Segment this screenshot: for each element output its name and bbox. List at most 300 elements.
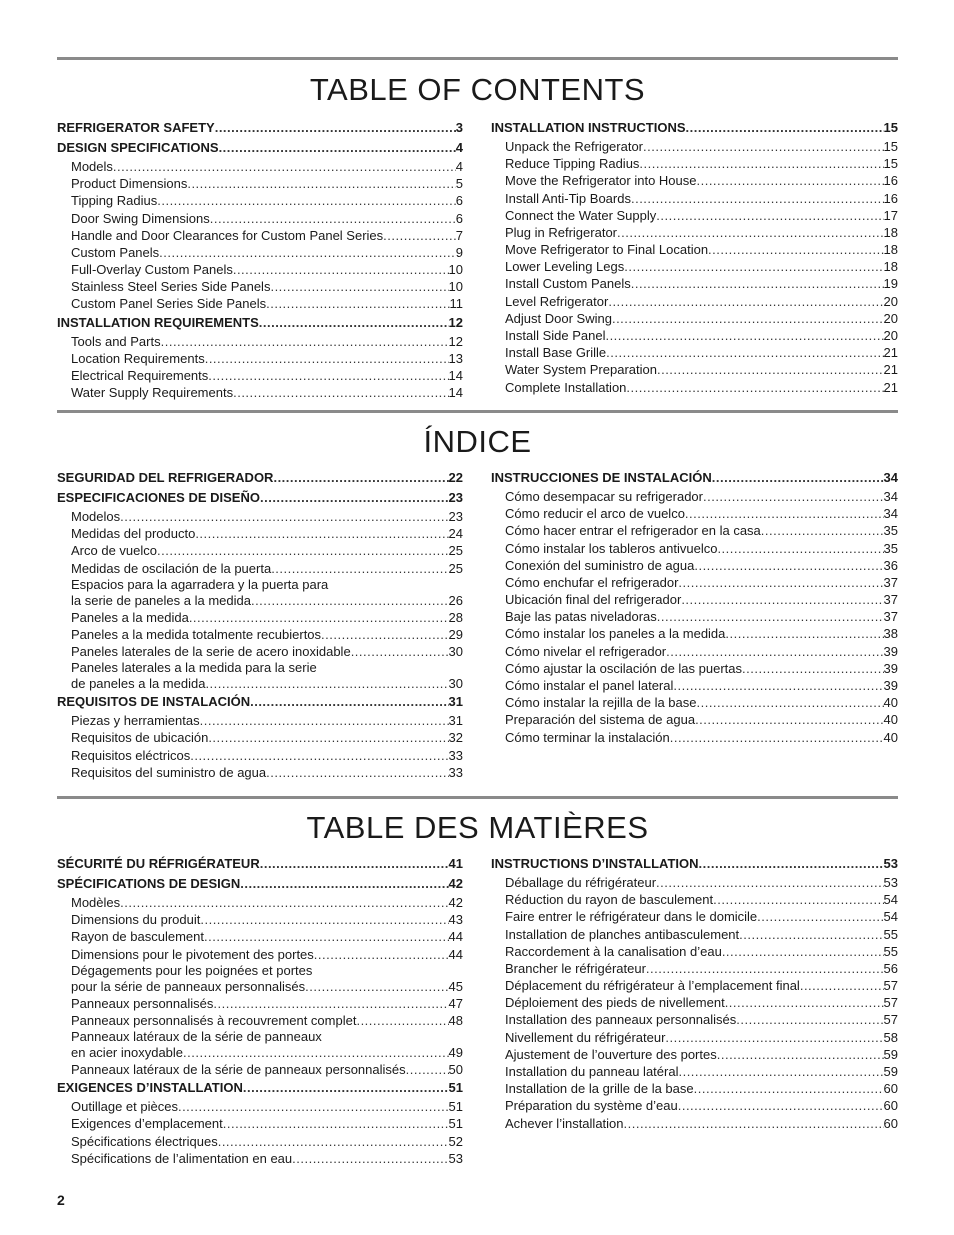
toc-page-number: 15 — [883, 120, 898, 135]
toc-page-number: 19 — [883, 276, 898, 292]
toc-entry[interactable] — [491, 557, 898, 574]
toc-page-number: 37 — [883, 592, 898, 608]
toc-entry-title: Baje las patas niveladoras — [505, 609, 657, 625]
toc-entry[interactable] — [57, 525, 463, 542]
toc-entry-title: Préparation du système d’eau — [505, 1098, 678, 1114]
toc-entry-title: Connect the Water Supply — [505, 207, 657, 223]
toc-leader-dots — [725, 626, 883, 643]
toc-entry[interactable] — [57, 367, 463, 384]
toc-entry[interactable] — [491, 207, 898, 224]
toc-leader-dots — [742, 660, 884, 677]
toc-entry[interactable] — [57, 928, 463, 945]
toc-entry[interactable] — [57, 1061, 463, 1078]
toc-heading-entry[interactable] — [57, 138, 463, 158]
toc-leader-dots — [157, 192, 456, 209]
toc-leader-dots — [646, 960, 884, 977]
toc-entry-title: Door Swing Dimensions — [71, 210, 210, 226]
toc-leader-dots — [208, 367, 448, 384]
toc-entry[interactable] — [491, 327, 898, 344]
toc-entry[interactable] — [57, 227, 463, 244]
toc-leader-dots — [183, 1045, 449, 1061]
toc-entry-title: Déballage du réfrigérateur — [505, 874, 657, 890]
toc-page-number: 34 — [883, 506, 898, 522]
toc-entry[interactable] — [491, 908, 898, 925]
toc-page-number: 48 — [448, 1012, 463, 1028]
toc-leader-dots — [608, 293, 883, 310]
toc-page-number: 16 — [883, 190, 898, 206]
toc-entry[interactable] — [57, 946, 463, 963]
toc-page-number: 59 — [883, 1064, 898, 1080]
toc-page-number: 21 — [883, 379, 898, 395]
toc-leader-dots — [204, 928, 449, 945]
toc-page-number: 39 — [883, 660, 898, 676]
toc-entry-title: Install Anti-Tip Boards — [505, 190, 631, 206]
toc-entry[interactable] — [491, 994, 898, 1011]
toc-left-column — [57, 118, 463, 401]
toc-entry[interactable] — [57, 508, 463, 525]
toc-entry[interactable] — [491, 977, 898, 994]
toc-entry[interactable] — [491, 1080, 898, 1097]
toc-entry[interactable] — [491, 729, 898, 746]
toc-leader-dots — [210, 210, 456, 227]
toc-leader-dots — [761, 522, 884, 539]
toc-entry[interactable] — [57, 660, 463, 692]
toc-page-number: 29 — [448, 626, 463, 642]
toc-entry-title: INSTRUCCIONES DE INSTALACIÓN — [491, 470, 712, 485]
toc-entry-title: Rayon de basculement — [71, 929, 204, 945]
toc-entry[interactable] — [491, 310, 898, 327]
toc-leader-dots — [643, 138, 884, 155]
toc-entry[interactable] — [491, 574, 898, 591]
toc-entry-title: Conexión del suministro de agua — [505, 557, 695, 573]
toc-leader-dots — [314, 946, 449, 963]
toc-page-number: 51 — [448, 1080, 463, 1096]
toc-entry[interactable] — [491, 1012, 898, 1029]
toc-leader-dots — [617, 224, 884, 241]
toc-entry[interactable] — [57, 963, 463, 995]
toc-page-number: 35 — [883, 523, 898, 539]
toc-entry[interactable] — [491, 138, 898, 155]
toc-leader-dots — [686, 118, 884, 138]
toc-entry-title: REFRIGERATOR SAFETY — [57, 120, 215, 135]
toc-leader-dots — [271, 560, 448, 577]
toc-leader-dots — [626, 379, 883, 396]
toc-entry[interactable] — [491, 626, 898, 643]
toc-page-number: 7 — [455, 227, 463, 243]
toc-entry[interactable] — [491, 874, 898, 891]
toc-entry[interactable] — [491, 505, 898, 522]
toc-page-number: 26 — [448, 592, 463, 608]
toc-entry-title: Electrical Requirements — [71, 368, 209, 384]
toc-page-number: 15 — [883, 156, 898, 172]
toc-leader-dots — [223, 1116, 449, 1133]
toc-leader-dots — [292, 1150, 448, 1167]
toc-entry-title: Reduce Tipping Radius — [505, 156, 640, 172]
toc-entry-title: Déplacement du réfrigérateur à l’emplacement final — [505, 978, 800, 994]
toc-leader-dots — [717, 540, 883, 557]
toc-entry-title: Adjust Door Swing — [505, 310, 612, 326]
toc-leader-dots — [251, 593, 449, 609]
toc-heading-entry[interactable] — [57, 118, 463, 138]
toc-entry[interactable] — [491, 1029, 898, 1046]
toc-entry[interactable] — [491, 660, 898, 677]
toc-page-number: 35 — [883, 540, 898, 556]
toc-leader-dots — [157, 542, 449, 559]
toc-entry[interactable] — [57, 333, 463, 350]
toc-entry[interactable] — [57, 995, 463, 1012]
section-title: TABLE OF CONTENTS — [309, 72, 646, 107]
toc-page-number: 42 — [448, 876, 463, 891]
toc-page-number: 12 — [448, 314, 463, 330]
toc-page-number: 60 — [883, 1115, 898, 1131]
toc-leader-dots — [800, 977, 884, 994]
toc-heading-entry[interactable] — [57, 468, 463, 488]
toc-entry[interactable] — [491, 540, 898, 557]
toc-page-number: 59 — [883, 1046, 898, 1062]
toc-entry[interactable] — [57, 747, 463, 764]
toc-entry[interactable] — [491, 155, 898, 172]
toc-leader-dots — [678, 1097, 884, 1114]
toc-leader-dots — [120, 508, 448, 525]
toc-heading-entry[interactable] — [57, 1078, 463, 1098]
toc-page-number: 31 — [448, 713, 463, 729]
toc-entry-title: Full-Overlay Custom Panels — [71, 262, 233, 278]
toc-page-number: 40 — [883, 729, 898, 745]
toc-leader-dots — [240, 874, 448, 894]
toc-leader-dots — [356, 1012, 448, 1029]
toc-leader-dots — [631, 276, 884, 293]
toc-entry[interactable] — [57, 158, 463, 175]
toc-entry[interactable] — [57, 384, 463, 401]
toc-entry[interactable] — [491, 1115, 898, 1132]
toc-leader-dots — [696, 172, 883, 189]
toc-page-number: 56 — [883, 960, 898, 976]
toc-entry-title: Cómo hacer entrar el refrigerador en la casa — [505, 523, 761, 539]
toc-entry-title: Models — [71, 158, 113, 174]
toc-leader-dots — [218, 1133, 449, 1150]
toc-entry-title: Cómo enchufar el refrigerador — [505, 574, 679, 590]
toc-entry-title: Paneles laterales a la medida para la serie — [71, 660, 317, 676]
toc-entry-title: Lower Leveling Legs — [505, 259, 625, 275]
toc-page-number: 15 — [883, 138, 898, 154]
toc-page-number: 23 — [448, 490, 463, 505]
toc-entry-title: Cómo instalar el panel lateral — [505, 678, 674, 694]
toc-entry[interactable] — [491, 190, 898, 207]
toc-heading-entry[interactable] — [57, 488, 463, 508]
toc-entry[interactable] — [491, 926, 898, 943]
toc-entry[interactable] — [57, 1116, 463, 1133]
toc-page-number: 20 — [883, 310, 898, 326]
toc-entry-title: Dimensions du produit — [71, 912, 201, 928]
toc-entry-title-continued: en acier inoxydable — [71, 1045, 184, 1061]
toc-page-number: 23 — [448, 508, 463, 524]
toc-page-number: 50 — [448, 1062, 463, 1078]
toc-entry[interactable] — [57, 894, 463, 911]
toc-page-number: 52 — [448, 1133, 463, 1149]
toc-entry[interactable] — [57, 278, 463, 295]
toc-page-number: 13 — [448, 350, 463, 366]
toc-leader-dots — [113, 158, 456, 175]
toc-entry-title: Level Refrigerator — [505, 293, 609, 309]
toc-entry[interactable] — [491, 677, 898, 694]
toc-leader-dots — [205, 676, 448, 692]
toc-entry[interactable] — [491, 960, 898, 977]
toc-entry[interactable] — [491, 224, 898, 241]
toc-entry[interactable] — [491, 293, 898, 310]
toc-page-number: 41 — [448, 856, 463, 871]
toc-entry[interactable] — [57, 1098, 463, 1115]
toc-page-number: 30 — [448, 644, 463, 660]
toc-page-number: 55 — [883, 926, 898, 942]
toc-page-number: 51 — [448, 1116, 463, 1132]
toc-entry-title: INSTALLATION REQUIREMENTS — [57, 314, 259, 330]
toc-leader-dots — [666, 643, 883, 660]
toc-leader-dots — [259, 313, 449, 333]
toc-entry-title: Panneaux personnalisés à recouvrement complet — [71, 1012, 357, 1028]
toc-entry[interactable] — [57, 609, 463, 626]
toc-entry[interactable] — [491, 891, 898, 908]
toc-entry-title: Installation du panneau latéral — [505, 1064, 679, 1080]
toc-entry-title: Arco de vuelco — [71, 543, 157, 559]
section-title: ÍNDICE — [423, 424, 532, 459]
toc-leader-dots — [606, 344, 883, 361]
toc-page-number: 20 — [883, 328, 898, 344]
toc-entry[interactable] — [57, 261, 463, 278]
toc-page-number: 54 — [883, 909, 898, 925]
toc-entry[interactable] — [57, 911, 463, 928]
toc-section-english — [57, 57, 898, 401]
toc-page-number: 25 — [448, 560, 463, 576]
toc-entry-title: Custom Panel Series Side Panels — [71, 296, 267, 312]
toc-entry-title: Cómo desempacar su refrigerador — [505, 488, 703, 504]
toc-page-number: 4 — [455, 158, 463, 174]
toc-entry-title: Water System Preparation — [505, 362, 657, 378]
toc-entry[interactable] — [491, 241, 898, 258]
toc-page-number: 45 — [448, 978, 463, 994]
toc-leader-dots — [681, 591, 883, 608]
toc-entry[interactable] — [57, 1012, 463, 1029]
toc-entry-title: Handle and Door Clearances for Custom Panel Series — [71, 227, 384, 243]
toc-entry-title: Dimensions pour le pivotement des portes — [71, 946, 314, 962]
toc-entry-title: Medidas de oscilación de la puerta — [71, 560, 272, 576]
toc-entry[interactable] — [57, 712, 463, 729]
toc-leader-dots — [161, 333, 449, 350]
toc-entry[interactable] — [57, 764, 463, 781]
toc-page-number: 36 — [883, 557, 898, 573]
toc-leader-dots — [605, 327, 883, 344]
toc-entry[interactable] — [491, 1063, 898, 1080]
toc-entry[interactable] — [57, 730, 463, 747]
toc-entry-title: Cómo nivelar el refrigerador — [505, 643, 667, 659]
toc-entry-title: Install Side Panel — [505, 328, 606, 344]
toc-entry[interactable] — [491, 1046, 898, 1063]
toc-leader-dots — [708, 241, 883, 258]
toc-leader-dots — [195, 525, 448, 542]
toc-entry-title: Faire entrer le réfrigérateur dans le domicile — [505, 909, 758, 925]
toc-entry-title: Requisitos de ubicación — [71, 730, 209, 746]
toc-entry[interactable] — [57, 626, 463, 643]
toc-entry[interactable] — [491, 522, 898, 539]
toc-entry-title: ESPECIFICACIONES DE DISEÑO — [57, 490, 260, 505]
toc-page-number: 18 — [883, 224, 898, 240]
toc-heading-entry[interactable] — [57, 874, 463, 894]
toc-right-column — [491, 854, 898, 1132]
toc-entry-title: Tools and Parts — [71, 333, 161, 349]
toc-entry[interactable] — [57, 1029, 463, 1061]
toc-leader-dots — [273, 468, 448, 488]
toc-leader-dots — [694, 1080, 884, 1097]
toc-entry[interactable] — [491, 1097, 898, 1114]
toc-entry[interactable] — [491, 344, 898, 361]
toc-entry[interactable] — [491, 943, 898, 960]
toc-leader-dots — [243, 1078, 449, 1098]
toc-entry-title: Piezas y herramientas — [71, 713, 200, 729]
toc-page-number: 11 — [449, 296, 463, 312]
toc-leader-dots — [266, 296, 449, 313]
toc-entry-title-continued: de paneles a la medida — [71, 676, 206, 692]
toc-leader-dots — [406, 1061, 449, 1078]
toc-heading-entry[interactable] — [491, 854, 898, 874]
toc-leader-dots — [200, 712, 449, 729]
toc-leader-dots — [200, 911, 448, 928]
toc-heading-entry[interactable] — [57, 313, 463, 333]
toc-page-number: 39 — [883, 678, 898, 694]
toc-entry[interactable] — [491, 608, 898, 625]
toc-heading-entry[interactable] — [491, 118, 898, 138]
toc-entry[interactable] — [57, 244, 463, 261]
toc-page-number: 57 — [883, 995, 898, 1011]
toc-page-number: 24 — [448, 526, 463, 542]
toc-page-number: 34 — [883, 470, 898, 485]
toc-heading-entry[interactable] — [57, 692, 463, 712]
toc-entry-title: Brancher le réfrigérateur — [505, 960, 646, 976]
toc-leader-dots — [699, 854, 884, 874]
toc-entry-title: Water Supply Requirements — [71, 385, 234, 401]
toc-entry[interactable] — [491, 488, 898, 505]
toc-leader-dots — [656, 207, 883, 224]
toc-entry-title: Medidas del producto — [71, 526, 196, 542]
toc-page-number: 3 — [455, 120, 463, 135]
toc-leader-dots — [215, 118, 456, 138]
toc-entry[interactable] — [491, 694, 898, 711]
toc-entry-title: Cómo instalar los paneles a la medida — [505, 626, 726, 642]
toc-leader-dots — [624, 258, 883, 275]
toc-leader-dots — [722, 943, 884, 960]
toc-right-column — [491, 468, 898, 746]
toc-page-number: 21 — [883, 345, 898, 361]
toc-entry-title: Unpack the Refrigerator — [505, 138, 644, 154]
toc-entry-title: Modelos — [71, 508, 121, 524]
toc-entry-title: Exigences d’emplacement — [71, 1116, 223, 1132]
toc-entry[interactable] — [491, 711, 898, 728]
toc-leader-dots — [178, 1098, 449, 1115]
toc-entry-title: Espacios para la agarradera y la puerta para — [71, 576, 329, 592]
toc-entry[interactable] — [57, 1133, 463, 1150]
toc-entry[interactable] — [57, 296, 463, 313]
toc-page-number: 17 — [883, 207, 898, 223]
toc-page-number: 44 — [448, 946, 463, 962]
toc-page-number: 10 — [448, 262, 463, 278]
toc-leader-dots — [266, 764, 448, 781]
toc-entry-title: Dégagements pour les poignées et portes — [71, 962, 313, 978]
toc-leader-dots — [736, 1012, 883, 1029]
toc-left-column — [57, 854, 463, 1167]
toc-entry-title: Plug in Refrigerator — [505, 224, 617, 240]
toc-entry-title: Outillage et pièces — [71, 1099, 178, 1115]
toc-page-number: 42 — [448, 894, 463, 910]
toc-entry[interactable] — [57, 542, 463, 559]
toc-entry[interactable] — [491, 361, 898, 378]
toc-entry-title: SEGURIDAD DEL REFRIGERADOR — [57, 470, 274, 485]
toc-page-number: 44 — [448, 929, 463, 945]
toc-entry-title: Spécifications de l’alimentation en eau — [71, 1150, 293, 1166]
toc-entry-title: EXIGENCES D’INSTALLATION — [57, 1080, 243, 1096]
toc-page-number: 12 — [448, 333, 463, 349]
toc-entry[interactable] — [57, 577, 463, 609]
toc-page-number: 34 — [883, 488, 898, 504]
toc-page-number: 5 — [455, 176, 463, 192]
toc-leader-dots — [624, 1115, 884, 1132]
toc-leader-dots — [219, 138, 456, 158]
toc-entry-title-continued: pour la série de panneaux personnalisés — [71, 978, 306, 994]
toc-leader-dots — [656, 874, 883, 891]
toc-entry[interactable] — [491, 276, 898, 293]
toc-entry[interactable] — [57, 1150, 463, 1167]
toc-entry-title: Tipping Radius — [71, 193, 158, 209]
toc-heading-entry[interactable] — [491, 468, 898, 488]
toc-entry[interactable] — [491, 591, 898, 608]
toc-page-number: 6 — [455, 193, 463, 209]
toc-entry-title: Spécifications électriques — [71, 1133, 218, 1149]
toc-entry-title: Paneles a la medida totalmente recubiertos — [71, 626, 322, 642]
toc-entry[interactable] — [57, 192, 463, 209]
toc-entry[interactable] — [57, 560, 463, 577]
toc-entry[interactable] — [57, 210, 463, 227]
toc-entry-title: Ubicación final del refrigerador — [505, 592, 682, 608]
toc-entry[interactable] — [57, 350, 463, 367]
toc-leader-dots — [233, 384, 448, 401]
toc-page-number: 43 — [448, 912, 463, 928]
toc-entry-title: Product Dimensions — [71, 176, 188, 192]
toc-leader-dots — [159, 244, 456, 261]
toc-entry[interactable] — [57, 175, 463, 192]
toc-leader-dots — [696, 694, 883, 711]
toc-page-number: 30 — [448, 676, 463, 692]
toc-leader-dots — [190, 747, 448, 764]
toc-entry-title: Panneaux personnalisés — [71, 995, 214, 1011]
toc-page-number: 53 — [883, 856, 898, 871]
toc-entry[interactable] — [491, 379, 898, 396]
section-title: TABLE DES MATIÈRES — [306, 810, 649, 845]
toc-entry[interactable] — [491, 643, 898, 660]
toc-page-number: 14 — [448, 368, 463, 384]
toc-page-number: 22 — [448, 470, 463, 485]
toc-leader-dots — [639, 155, 883, 172]
toc-leader-dots — [665, 1029, 883, 1046]
section-divider — [57, 410, 898, 413]
toc-page-number: 28 — [448, 609, 463, 625]
toc-entry-title: Requisitos del suministro de agua — [71, 764, 267, 780]
toc-page-number: 37 — [883, 574, 898, 590]
toc-entry[interactable] — [491, 172, 898, 189]
toc-heading-entry[interactable] — [57, 854, 463, 874]
toc-entry-title: Installation des panneaux personnalisés — [505, 1012, 737, 1028]
toc-page-number: 33 — [448, 764, 463, 780]
toc-entry[interactable] — [491, 258, 898, 275]
toc-entry[interactable] — [57, 643, 463, 660]
toc-leader-dots — [189, 609, 449, 626]
toc-left-column — [57, 468, 463, 781]
